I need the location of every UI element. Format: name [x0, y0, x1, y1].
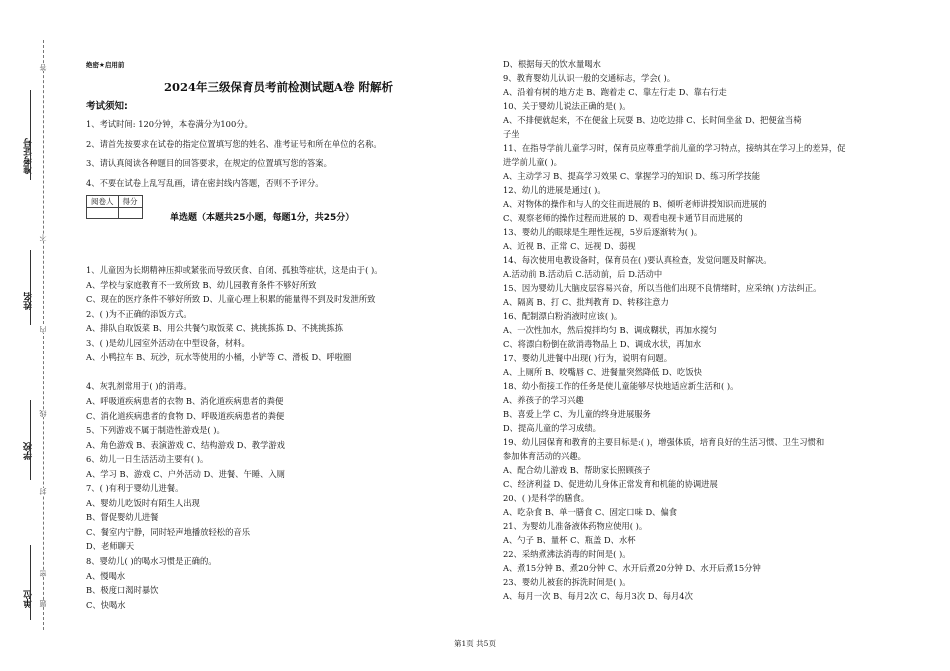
field-school-label: 学校	[24, 442, 34, 460]
question-line: A、勺子 B、量杯 C、瓶盖 D、水杯	[503, 535, 636, 545]
question-line: 子坐	[503, 129, 520, 139]
question-line: C、快喝水	[86, 599, 126, 610]
score-table	[86, 195, 143, 219]
question-line: A、学校与家庭教育不一致所致 B、幼儿园教育条件不够好所致	[86, 279, 317, 290]
question-line: 15、因为婴幼儿大脑皮层容易兴奋，所以当他们出现不良情绪时，应采纳( )方法纠正。	[503, 283, 822, 293]
question-line: 18、幼小衔接工作的任务是使儿童能够尽快地适应新生活和( )。	[503, 381, 739, 391]
question-line: A、不排便就起来，不在便盆上玩耍 B、边吃边排 C、长时间坐盆 D、把便盆当椅	[503, 115, 802, 125]
question-line: 23、婴幼儿被套的拆洗时间是( )。	[503, 577, 631, 587]
question-line: 6、幼儿一日生活活动主要有( )。	[86, 454, 209, 465]
notice-item: 3、请认真阅读各种题目的回答要求，在规定的位置填写您的答案。	[86, 158, 332, 168]
question-line: A、慢喝水	[86, 570, 126, 581]
field-name-label: 姓名	[24, 292, 34, 310]
binding-margin	[0, 0, 62, 671]
question-line: 4、灰乳剂常用于( )的消毒。	[86, 381, 192, 392]
question-line: A、煮15分钟 B、煮20分钟 C、水开后煮20分钟 D、水开后煮15分钟	[503, 563, 761, 573]
seal-mark: 内	[39, 326, 47, 333]
question-line: A、学习 B、游戏 C、户外活动 D、进餐、午睡、入厕	[86, 468, 285, 479]
question-line: C、观察老师的操作过程而进展的 D、观看电视卡通节目而进展的	[503, 213, 743, 223]
field-school-line[interactable]	[30, 400, 31, 480]
question-line: C、现在的医疗条件不够好所致 D、儿童心理上积累的能量得不到及时发泄所致	[86, 294, 376, 305]
notice-item: 2、请首先按要求在试卷的指定位置填写您的姓名、准考证号和所在单位的名称。	[86, 139, 382, 149]
notice-item: 4、不要在试卷上乱写乱画，请在密封线内答题，否则不予评分。	[86, 178, 324, 188]
question-line: B、极度口渴时暴饮	[86, 585, 159, 596]
question-line: C、餐室内宁静，同时轻声地播放轻松的音乐	[86, 526, 250, 537]
question-line: D、根据每天的饮水量喝水	[503, 59, 601, 69]
question-line: 22、采纳煮沸法消毒的时间是( )。	[503, 549, 631, 559]
question-line: C、将漂白粉倒在欲消毒物品上 D、调成水状，再加水	[503, 339, 702, 349]
question-line: 21、为婴幼儿准备液体药物应使用( )。	[503, 521, 648, 531]
question-line: 16、配制漂白粉消液时应该( )。	[503, 311, 623, 321]
question-line: 19、幼儿园保育和教育的主要目标是:( )，增强体质，培育良好的生活习惯、卫生习惯和	[503, 437, 825, 447]
score-table-score-header: 得分	[118, 196, 142, 208]
question-line: A、近视 B、正常 C、远视 D、弱视	[503, 241, 636, 251]
question-line: A、主动学习 B、提高学习效果 C、掌握学习的知识 D、练习所学技能	[503, 171, 761, 181]
question-line: A、吃杂食 B、单一膳食 C、固定口味 D、偏食	[503, 507, 678, 517]
question-line: 10、关于婴幼儿说法正确的是( )。	[503, 101, 631, 111]
seal-mark: 题	[39, 600, 47, 607]
seal-mark: 答	[39, 64, 47, 71]
question-line: 12、幼儿的进展是通过( )。	[503, 185, 606, 195]
field-name-line[interactable]	[30, 250, 31, 325]
question-line: 5、下列游戏不属于制造性游戏是( )。	[86, 425, 225, 436]
question-line: A、沿着有树的地方走 B、跑着走 C、靠左行走 D、靠右行走	[503, 87, 727, 97]
question-line: A、养孩子的学习兴趣	[503, 395, 584, 405]
question-line: 9、教育婴幼儿认识一般的交通标志，学会( )。	[503, 73, 676, 83]
score-table-reviewer-header: 阅卷人	[87, 196, 119, 208]
question-line: 7、( )有利于婴幼儿进餐。	[86, 483, 184, 494]
field-unit-label: 单位	[24, 590, 34, 608]
question-line: 8、婴幼儿( )的喝水习惯是正确的。	[86, 556, 217, 566]
seal-line	[43, 40, 44, 630]
question-line: A、每月一次 B、每月2次 C、每月3次 D、每月4次	[503, 591, 693, 601]
question-line: A、一次性加水，然后搅拌均匀 B、调成糊状，再加水搅匀	[503, 325, 717, 335]
question-line: 参加体育活动的兴趣。	[503, 451, 586, 461]
seal-mark: 线	[39, 410, 47, 417]
notice-item: 1、考试时间: 120分钟，本卷满分为100分。	[86, 119, 253, 129]
page-number: 第1页 共5页	[454, 639, 496, 648]
notice-heading: 考试须知:	[86, 101, 128, 112]
question-line: A、婴幼儿吃饭时有陌生人出现	[86, 497, 200, 508]
score-table-reviewer-cell[interactable]	[87, 208, 119, 219]
question-line: 1、儿童因为长期精神压抑或紧张而导致厌食、自闭、孤独等症状，这是由于( )。	[86, 265, 383, 275]
seal-mark: 密	[39, 570, 47, 577]
question-line: 17、婴幼儿进餐中出现( )行为，说明有问题。	[503, 353, 673, 363]
section-title: 单选题（本题共25小题，每题1分，共25分）	[170, 213, 355, 223]
question-line: A、隔离 B、打 C、批判教育 D、转移注意力	[503, 297, 669, 307]
question-line: 14、每次使用电教设备时，保育员在( )要认真检查，发觉问题及时解决。	[503, 255, 772, 265]
question-line: D、老师聊天	[86, 541, 135, 552]
question-line: 2、( )为不正确的添饭方式。	[86, 308, 192, 319]
question-line: A、角色游戏 B、表演游戏 C、结构游戏 D、教学游戏	[86, 439, 285, 450]
question-line: A、对物体的操作和与人的交往而进展的 B、倾听老师讲授知识而进展的	[503, 199, 767, 209]
question-line: 3、( )是幼儿园室外活动在中型设备，材料。	[86, 337, 250, 348]
question-line: 20、( )是科学的膳食。	[503, 493, 590, 503]
question-line: D、提高儿童的学习成绩。	[503, 423, 601, 433]
question-line: C、消化道疾病患者的食物 D、呼吸道疾病患者的粪便	[86, 410, 285, 421]
question-line: A、小鸭拉车 B、玩沙，玩水等使用的小桶，小铲等 C、滑板 D、呼啦圈	[86, 352, 352, 363]
confidential-label: 绝密★启用前	[86, 61, 125, 69]
question-line: C、经济利益 D、促进幼儿身体正常发育和机能的协调进展	[503, 479, 718, 489]
exam-title: 2024年三级保育员考前检测试题A卷 附解析	[164, 80, 393, 94]
question-line: A、配合幼儿游戏 B、帮助家长照顾孩子	[503, 465, 651, 475]
question-line: A、排队自取饭菜 B、用公共餐勺取饭菜 C、挑挑拣拣 D、不挑挑拣拣	[86, 323, 344, 334]
field-exam-number-line[interactable]	[30, 90, 31, 180]
question-line: B、督促婴幼儿进餐	[86, 512, 159, 523]
seal-mark: 封	[39, 488, 47, 495]
question-line: 11、在指导学前儿童学习时，保育员应尊重学前儿童的学习特点，接纳其在学习上的差异，促	[503, 143, 846, 153]
question-line: B、喜爱上学 C、为儿童的终身进展服务	[503, 409, 651, 419]
question-line: 进学前儿童( )。	[503, 157, 562, 167]
question-line: 13、婴幼儿的眼球是生理性远视，5岁后逐渐转为( )。	[503, 227, 703, 237]
field-unit-line[interactable]	[30, 545, 31, 620]
question-line: A.活动前 B.活动后 C.活动前，后 D.活动中	[503, 269, 663, 279]
question-line: A、上厕所 B、咬嘴唇 C、进餐量突然降低 D、吃饭快	[503, 367, 702, 377]
question-line: A、呼吸道疾病患者的衣物 B、消化道疾病患者的粪便	[86, 395, 284, 406]
field-exam-number-label: 准考证号	[24, 138, 34, 174]
score-table-score-cell[interactable]	[118, 208, 142, 219]
seal-mark: 不	[39, 234, 47, 241]
